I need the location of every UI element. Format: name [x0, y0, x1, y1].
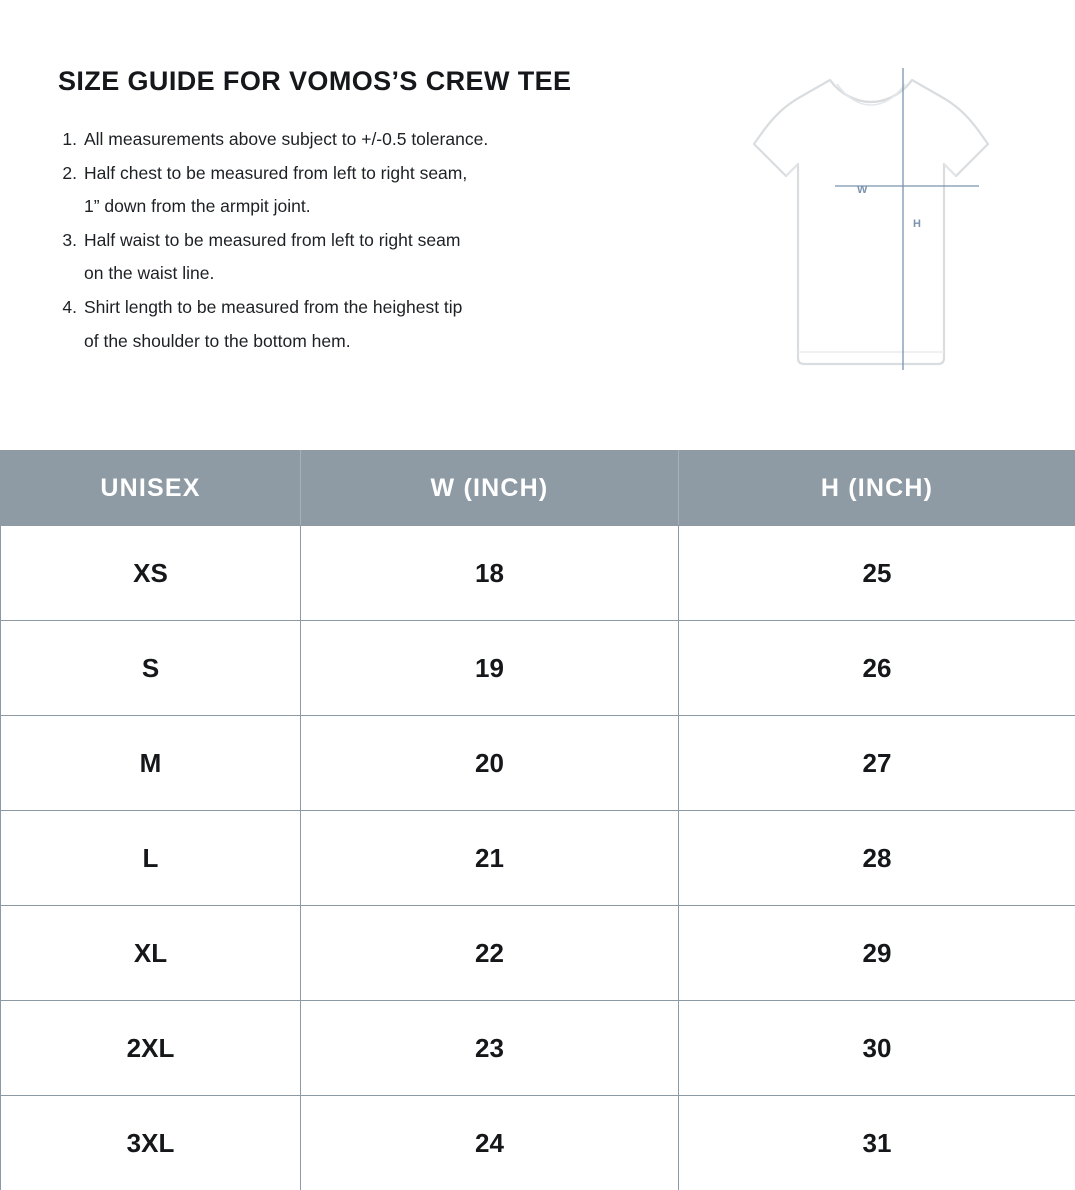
note-number: 3. — [58, 224, 84, 258]
table-row — [1, 526, 1075, 621]
cell-height: 26 — [679, 621, 1075, 716]
note-item — [58, 123, 698, 157]
note-number: 4. — [58, 291, 84, 325]
cell-height: 29 — [679, 906, 1075, 1001]
cell-width: 20 — [301, 716, 679, 811]
cell-height: 31 — [679, 1096, 1075, 1190]
table-row — [1, 811, 1075, 906]
width-dimension-label: W — [857, 184, 868, 196]
cell-width: 22 — [301, 906, 679, 1001]
note-line-1: Half chest to be measured from left to right seam, — [84, 163, 467, 183]
cell-size: M — [1, 716, 301, 811]
cell-width: 24 — [301, 1096, 679, 1190]
note-line-1: All measurements above subject to +/-0.5 tolerance. — [84, 129, 488, 149]
header-block — [58, 66, 698, 358]
cell-height: 28 — [679, 811, 1075, 906]
note-text — [84, 291, 698, 358]
cell-width: 23 — [301, 1001, 679, 1096]
note-line-1: Shirt length to be measured from the heighest tip — [84, 297, 462, 317]
table-header-row — [1, 451, 1075, 526]
note-text — [84, 123, 698, 157]
note-number: 2. — [58, 157, 84, 191]
table-row — [1, 716, 1075, 811]
note-item — [58, 291, 698, 358]
cell-height: 25 — [679, 526, 1075, 621]
tshirt-icon — [742, 58, 1000, 378]
note-line-2: on the waist line. — [84, 257, 698, 291]
note-line-2: 1” down from the armpit joint. — [84, 190, 698, 224]
note-number: 1. — [58, 123, 84, 157]
note-line-1: Half waist to be measured from left to right seam — [84, 230, 460, 250]
cell-size: XS — [1, 526, 301, 621]
measurement-notes-list — [58, 123, 698, 358]
note-item — [58, 224, 698, 291]
column-header-unisex: UNISEX — [1, 451, 301, 526]
column-header-height: H (INCH) — [679, 451, 1075, 526]
table-row — [1, 1001, 1075, 1096]
height-dimension-label: H — [913, 218, 922, 230]
note-item — [58, 157, 698, 224]
cell-size: XL — [1, 906, 301, 1001]
note-line-2: of the shoulder to the bottom hem. — [84, 325, 698, 359]
cell-width: 21 — [301, 811, 679, 906]
table-row — [1, 1096, 1075, 1190]
page-title: SIZE GUIDE FOR VOMOS’S CREW TEE — [58, 66, 698, 97]
table-row — [1, 621, 1075, 716]
cell-size: L — [1, 811, 301, 906]
table-row — [1, 906, 1075, 1001]
note-text — [84, 224, 698, 291]
table-body — [1, 526, 1075, 1190]
cell-size: S — [1, 621, 301, 716]
cell-height: 27 — [679, 716, 1075, 811]
table-header — [1, 451, 1075, 526]
cell-size: 2XL — [1, 1001, 301, 1096]
size-chart-table — [0, 450, 1075, 1190]
tshirt-illustration — [742, 58, 1000, 378]
column-header-width: W (INCH) — [301, 451, 679, 526]
cell-height: 30 — [679, 1001, 1075, 1096]
cell-size: 3XL — [1, 1096, 301, 1190]
cell-width: 18 — [301, 526, 679, 621]
cell-width: 19 — [301, 621, 679, 716]
note-text — [84, 157, 698, 224]
